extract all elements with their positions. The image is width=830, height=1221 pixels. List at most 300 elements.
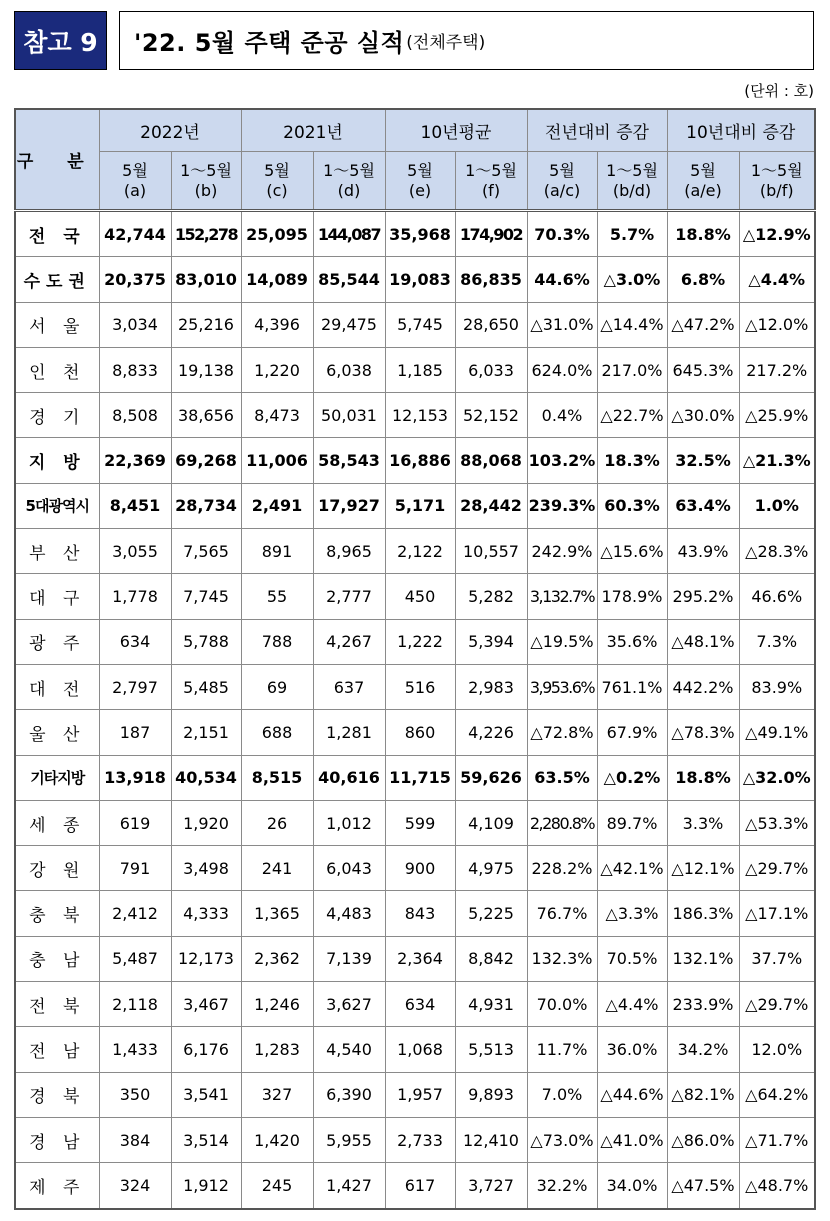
value-cell: 1,185 xyxy=(385,347,455,392)
value-cell: △29.7% xyxy=(739,846,815,891)
value-cell: 1,283 xyxy=(241,1027,313,1072)
sub-header xyxy=(597,152,667,211)
table-row xyxy=(15,1117,815,1162)
value-cell: 7.3% xyxy=(739,619,815,664)
table-row xyxy=(15,891,815,936)
value-cell: 8,451 xyxy=(99,483,171,528)
value-cell: 35,968 xyxy=(385,211,455,257)
value-cell: △0.2% xyxy=(597,755,667,800)
region-label: 수도권 xyxy=(15,257,99,302)
region-label: 제 주 xyxy=(15,1163,99,1209)
value-cell: 5,171 xyxy=(385,483,455,528)
value-cell: 350 xyxy=(99,1072,171,1117)
value-cell: 17,927 xyxy=(313,483,385,528)
value-cell: 11,715 xyxy=(385,755,455,800)
value-cell: △30.0% xyxy=(667,393,739,438)
sub-header xyxy=(241,152,313,211)
value-cell: 891 xyxy=(241,529,313,574)
value-cell: 634 xyxy=(385,982,455,1027)
value-cell: 5,745 xyxy=(385,302,455,347)
table-row xyxy=(15,755,815,800)
table-row xyxy=(15,1027,815,1072)
value-cell: 1.0% xyxy=(739,483,815,528)
value-cell: 1,427 xyxy=(313,1163,385,1209)
sub-header-code: (e) xyxy=(408,180,432,200)
value-cell: 28,650 xyxy=(455,302,527,347)
value-cell: △3.0% xyxy=(597,257,667,302)
value-cell: 645.3% xyxy=(667,347,739,392)
value-cell: 88,068 xyxy=(455,438,527,483)
table-row xyxy=(15,982,815,1027)
value-cell: 58,543 xyxy=(313,438,385,483)
region-label: 지 방 xyxy=(15,438,99,483)
value-cell: 450 xyxy=(385,574,455,619)
sub-header-period: 1～5월 xyxy=(750,160,803,180)
value-cell: 2,280.8% xyxy=(527,800,597,845)
value-cell: 12,173 xyxy=(171,936,241,981)
value-cell: 37.7% xyxy=(739,936,815,981)
value-cell: △73.0% xyxy=(527,1117,597,1162)
region-label: 세 종 xyxy=(15,800,99,845)
table-row xyxy=(15,347,815,392)
value-cell: 619 xyxy=(99,800,171,845)
value-cell: 18.8% xyxy=(667,755,739,800)
value-cell: 2,797 xyxy=(99,664,171,709)
value-cell: 14,089 xyxy=(241,257,313,302)
value-cell: 3,514 xyxy=(171,1117,241,1162)
sub-header-period: 1～5월 xyxy=(606,160,658,180)
value-cell: 637 xyxy=(313,664,385,709)
value-cell: 86,835 xyxy=(455,257,527,302)
region-label: 강 원 xyxy=(15,846,99,891)
value-cell: 11,006 xyxy=(241,438,313,483)
region-label: 서 울 xyxy=(15,302,99,347)
value-cell: 20,375 xyxy=(99,257,171,302)
region-label: 부 산 xyxy=(15,529,99,574)
value-cell: 8,842 xyxy=(455,936,527,981)
sub-header-code: (c) xyxy=(266,180,288,200)
region-label: 경 기 xyxy=(15,393,99,438)
sub-header-period: 1～5월 xyxy=(180,160,232,180)
sub-header-code: (b) xyxy=(194,180,218,200)
value-cell: △47.5% xyxy=(667,1163,739,1209)
value-cell: 2,733 xyxy=(385,1117,455,1162)
value-cell: 44.6% xyxy=(527,257,597,302)
value-cell: 295.2% xyxy=(667,574,739,619)
value-cell: 6,033 xyxy=(455,347,527,392)
value-cell: 6,390 xyxy=(313,1072,385,1117)
value-cell: 442.2% xyxy=(667,664,739,709)
value-cell: 788 xyxy=(241,619,313,664)
value-cell: △71.7% xyxy=(739,1117,815,1162)
value-cell: 3.3% xyxy=(667,800,739,845)
value-cell: 4,975 xyxy=(455,846,527,891)
value-cell: 1,912 xyxy=(171,1163,241,1209)
value-cell: 4,540 xyxy=(313,1027,385,1072)
value-cell: 384 xyxy=(99,1117,171,1162)
value-cell: △29.7% xyxy=(739,982,815,1027)
table-body xyxy=(15,211,815,1209)
table-row xyxy=(15,483,815,528)
region-label: 전 국 xyxy=(15,211,99,257)
sub-header-code: (a/c) xyxy=(543,180,581,200)
value-cell: 7,745 xyxy=(171,574,241,619)
value-cell: 2,412 xyxy=(99,891,171,936)
value-cell: 13,918 xyxy=(99,755,171,800)
value-cell: 43.9% xyxy=(667,529,739,574)
sub-header xyxy=(667,152,739,211)
value-cell: 132.1% xyxy=(667,936,739,981)
value-cell: 6.8% xyxy=(667,257,739,302)
value-cell: 85,544 xyxy=(313,257,385,302)
value-cell: 83.9% xyxy=(739,664,815,709)
value-cell: 1,957 xyxy=(385,1072,455,1117)
value-cell: △3.3% xyxy=(597,891,667,936)
value-cell: 70.5% xyxy=(597,936,667,981)
value-cell: △82.1% xyxy=(667,1072,739,1117)
region-label: 대 전 xyxy=(15,664,99,709)
value-cell: 843 xyxy=(385,891,455,936)
value-cell: 2,983 xyxy=(455,664,527,709)
value-cell: △19.5% xyxy=(527,619,597,664)
page-subtitle: (전체주택) xyxy=(406,33,486,53)
region-label: 경 남 xyxy=(15,1117,99,1162)
group-header: 2021년 xyxy=(241,109,385,152)
value-cell: 245 xyxy=(241,1163,313,1209)
value-cell: △64.2% xyxy=(739,1072,815,1117)
value-cell: 55 xyxy=(241,574,313,619)
value-cell: 324 xyxy=(99,1163,171,1209)
value-cell: 688 xyxy=(241,710,313,755)
region-label: 광 주 xyxy=(15,619,99,664)
table-row xyxy=(15,664,815,709)
value-cell: 12,153 xyxy=(385,393,455,438)
value-cell: 7,565 xyxy=(171,529,241,574)
value-cell: 761.1% xyxy=(597,664,667,709)
value-cell: 6,176 xyxy=(171,1027,241,1072)
value-cell: △31.0% xyxy=(527,302,597,347)
value-cell: 40,616 xyxy=(313,755,385,800)
value-cell: △42.1% xyxy=(597,846,667,891)
sub-header xyxy=(455,152,527,211)
value-cell: 8,965 xyxy=(313,529,385,574)
value-cell: △12.9% xyxy=(739,211,815,257)
value-cell: △86.0% xyxy=(667,1117,739,1162)
value-cell: 25,095 xyxy=(241,211,313,257)
region-label: 기타지방 xyxy=(15,755,99,800)
value-cell: △28.3% xyxy=(739,529,815,574)
value-cell: 35.6% xyxy=(597,619,667,664)
value-cell: 76.7% xyxy=(527,891,597,936)
table-row xyxy=(15,936,815,981)
value-cell: 89.7% xyxy=(597,800,667,845)
value-cell: 8,833 xyxy=(99,347,171,392)
value-cell: 25,216 xyxy=(171,302,241,347)
value-cell: 2,118 xyxy=(99,982,171,1027)
region-label: 전 북 xyxy=(15,982,99,1027)
value-cell: △14.4% xyxy=(597,302,667,347)
value-cell: 144,087 xyxy=(313,211,385,257)
value-cell: 5,487 xyxy=(99,936,171,981)
value-cell: 50,031 xyxy=(313,393,385,438)
value-cell: △32.0% xyxy=(739,755,815,800)
region-label: 충 남 xyxy=(15,936,99,981)
value-cell: △48.7% xyxy=(739,1163,815,1209)
value-cell: 239.3% xyxy=(527,483,597,528)
value-cell: 34.0% xyxy=(597,1163,667,1209)
value-cell: △49.1% xyxy=(739,710,815,755)
value-cell: 5,955 xyxy=(313,1117,385,1162)
table-row xyxy=(15,1163,815,1209)
value-cell: 4,931 xyxy=(455,982,527,1027)
value-cell: 860 xyxy=(385,710,455,755)
value-cell: 217.2% xyxy=(739,347,815,392)
value-cell: 18.8% xyxy=(667,211,739,257)
value-cell: 40,534 xyxy=(171,755,241,800)
region-label: 5대광역시 xyxy=(15,483,99,528)
value-cell: 242.9% xyxy=(527,529,597,574)
page-title: '22. 5월 주택 준공 실적 xyxy=(134,29,405,57)
value-cell: 233.9% xyxy=(667,982,739,1027)
value-cell: 4,267 xyxy=(313,619,385,664)
value-cell: 10,557 xyxy=(455,529,527,574)
value-cell: 3,055 xyxy=(99,529,171,574)
value-cell: 634 xyxy=(99,619,171,664)
value-cell: 1,433 xyxy=(99,1027,171,1072)
value-cell: 617 xyxy=(385,1163,455,1209)
value-cell: △72.8% xyxy=(527,710,597,755)
value-cell: 5.7% xyxy=(597,211,667,257)
value-cell: 1,365 xyxy=(241,891,313,936)
value-cell: 32.5% xyxy=(667,438,739,483)
sub-header-code: (f) xyxy=(481,180,501,200)
value-cell: 19,083 xyxy=(385,257,455,302)
value-cell: 1,012 xyxy=(313,800,385,845)
value-cell: 241 xyxy=(241,846,313,891)
value-cell: 4,396 xyxy=(241,302,313,347)
sub-header-period: 1～5월 xyxy=(465,160,517,180)
value-cell: 28,442 xyxy=(455,483,527,528)
value-cell: 178.9% xyxy=(597,574,667,619)
value-cell: △22.7% xyxy=(597,393,667,438)
value-cell: 34.2% xyxy=(667,1027,739,1072)
value-cell: △15.6% xyxy=(597,529,667,574)
sub-header-period: 1～5월 xyxy=(323,160,375,180)
value-cell: 69 xyxy=(241,664,313,709)
sub-header-period: 5월 xyxy=(549,160,575,180)
value-cell: 29,475 xyxy=(313,302,385,347)
value-cell: 59,626 xyxy=(455,755,527,800)
value-cell: 2,151 xyxy=(171,710,241,755)
region-label: 대 구 xyxy=(15,574,99,619)
value-cell: 599 xyxy=(385,800,455,845)
value-cell: 60.3% xyxy=(597,483,667,528)
value-cell: △12.1% xyxy=(667,846,739,891)
sub-header-period: 5월 xyxy=(264,160,290,180)
value-cell: 5,513 xyxy=(455,1027,527,1072)
group-header: 전년대비 증감 xyxy=(527,109,667,152)
header-row-groups xyxy=(15,109,815,152)
value-cell: 26 xyxy=(241,800,313,845)
sub-header xyxy=(739,152,815,211)
value-cell: 12,410 xyxy=(455,1117,527,1162)
value-cell: 1,222 xyxy=(385,619,455,664)
value-cell: △4.4% xyxy=(739,257,815,302)
value-cell: 2,362 xyxy=(241,936,313,981)
value-cell: 42,744 xyxy=(99,211,171,257)
value-cell: 187 xyxy=(99,710,171,755)
value-cell: △4.4% xyxy=(597,982,667,1027)
value-cell: 12.0% xyxy=(739,1027,815,1072)
title-box xyxy=(119,11,814,70)
value-cell: 8,473 xyxy=(241,393,313,438)
value-cell: 63.5% xyxy=(527,755,597,800)
value-cell: 1,068 xyxy=(385,1027,455,1072)
sub-header-code: (d) xyxy=(337,180,361,200)
value-cell: 52,152 xyxy=(455,393,527,438)
sub-header-code: (a) xyxy=(123,180,147,200)
value-cell: 19,138 xyxy=(171,347,241,392)
value-cell: △17.1% xyxy=(739,891,815,936)
table-row xyxy=(15,800,815,845)
header-row-sub xyxy=(15,152,815,211)
value-cell: 4,483 xyxy=(313,891,385,936)
value-cell: 5,485 xyxy=(171,664,241,709)
sub-header-period: 5월 xyxy=(122,160,148,180)
value-cell: 5,282 xyxy=(455,574,527,619)
table-row xyxy=(15,302,815,347)
value-cell: 3,467 xyxy=(171,982,241,1027)
value-cell: 228.2% xyxy=(527,846,597,891)
value-cell: 70.0% xyxy=(527,982,597,1027)
group-header: 10년대비 증감 xyxy=(667,109,815,152)
value-cell: 32.2% xyxy=(527,1163,597,1209)
value-cell: 186.3% xyxy=(667,891,739,936)
region-label: 충 북 xyxy=(15,891,99,936)
value-cell: 63.4% xyxy=(667,483,739,528)
table-row xyxy=(15,529,815,574)
region-label: 인 천 xyxy=(15,347,99,392)
group-header: 10년평균 xyxy=(385,109,527,152)
value-cell: △25.9% xyxy=(739,393,815,438)
value-cell: 327 xyxy=(241,1072,313,1117)
sub-header xyxy=(99,152,171,211)
sub-header-code: (b/d) xyxy=(612,180,652,200)
value-cell: 4,333 xyxy=(171,891,241,936)
region-label: 경 북 xyxy=(15,1072,99,1117)
value-cell: 3,627 xyxy=(313,982,385,1027)
value-cell: 624.0% xyxy=(527,347,597,392)
table-row xyxy=(15,710,815,755)
value-cell: 1,281 xyxy=(313,710,385,755)
sub-header xyxy=(385,152,455,211)
value-cell: 6,043 xyxy=(313,846,385,891)
table-row xyxy=(15,846,815,891)
sub-header-period: 5월 xyxy=(690,160,716,180)
table-row xyxy=(15,211,815,257)
value-cell: 2,364 xyxy=(385,936,455,981)
table-row xyxy=(15,257,815,302)
value-cell: 174,902 xyxy=(455,211,527,257)
value-cell: △21.3% xyxy=(739,438,815,483)
value-cell: 8,508 xyxy=(99,393,171,438)
value-cell: 67.9% xyxy=(597,710,667,755)
value-cell: 1,220 xyxy=(241,347,313,392)
value-cell: △47.2% xyxy=(667,302,739,347)
value-cell: 4,109 xyxy=(455,800,527,845)
value-cell: 22,369 xyxy=(99,438,171,483)
value-cell: △41.0% xyxy=(597,1117,667,1162)
value-cell: 69,268 xyxy=(171,438,241,483)
value-cell: 11.7% xyxy=(527,1027,597,1072)
unit-label: (단위 : 호) xyxy=(744,82,814,100)
value-cell: 132.3% xyxy=(527,936,597,981)
value-cell: 1,778 xyxy=(99,574,171,619)
sub-header xyxy=(527,152,597,211)
table-row xyxy=(15,619,815,664)
value-cell: 1,246 xyxy=(241,982,313,1027)
value-cell: 152,278 xyxy=(171,211,241,257)
sub-header-code: (a/e) xyxy=(684,180,722,200)
value-cell: 3,034 xyxy=(99,302,171,347)
value-cell: 0.4% xyxy=(527,393,597,438)
value-cell: 4,226 xyxy=(455,710,527,755)
row-header-cell: 구 분 xyxy=(15,109,99,211)
sub-header-period: 5월 xyxy=(407,160,433,180)
value-cell: 3,953.6% xyxy=(527,664,597,709)
value-cell: 217.0% xyxy=(597,347,667,392)
value-cell: 83,010 xyxy=(171,257,241,302)
value-cell: 38,656 xyxy=(171,393,241,438)
value-cell: 900 xyxy=(385,846,455,891)
value-cell: 791 xyxy=(99,846,171,891)
value-cell: △48.1% xyxy=(667,619,739,664)
table-row xyxy=(15,574,815,619)
region-label: 전 남 xyxy=(15,1027,99,1072)
value-cell: 8,515 xyxy=(241,755,313,800)
value-cell: △78.3% xyxy=(667,710,739,755)
table-row xyxy=(15,1072,815,1117)
value-cell: 16,886 xyxy=(385,438,455,483)
region-label: 울 산 xyxy=(15,710,99,755)
value-cell: 3,132.7% xyxy=(527,574,597,619)
value-cell: 7,139 xyxy=(313,936,385,981)
sub-header xyxy=(313,152,385,211)
group-header: 2022년 xyxy=(99,109,241,152)
value-cell: 2,777 xyxy=(313,574,385,619)
value-cell: 516 xyxy=(385,664,455,709)
completion-table xyxy=(14,108,816,1210)
value-cell: 1,420 xyxy=(241,1117,313,1162)
value-cell: 5,394 xyxy=(455,619,527,664)
value-cell: 46.6% xyxy=(739,574,815,619)
value-cell: 5,225 xyxy=(455,891,527,936)
value-cell: 2,491 xyxy=(241,483,313,528)
value-cell: 5,788 xyxy=(171,619,241,664)
value-cell: 9,893 xyxy=(455,1072,527,1117)
value-cell: 2,122 xyxy=(385,529,455,574)
value-cell: △12.0% xyxy=(739,302,815,347)
value-cell: 18.3% xyxy=(597,438,667,483)
value-cell: 6,038 xyxy=(313,347,385,392)
value-cell: 3,541 xyxy=(171,1072,241,1117)
table-row xyxy=(15,438,815,483)
value-cell: 3,498 xyxy=(171,846,241,891)
value-cell: 7.0% xyxy=(527,1072,597,1117)
value-cell: 28,734 xyxy=(171,483,241,528)
value-cell: 1,920 xyxy=(171,800,241,845)
value-cell: 70.3% xyxy=(527,211,597,257)
